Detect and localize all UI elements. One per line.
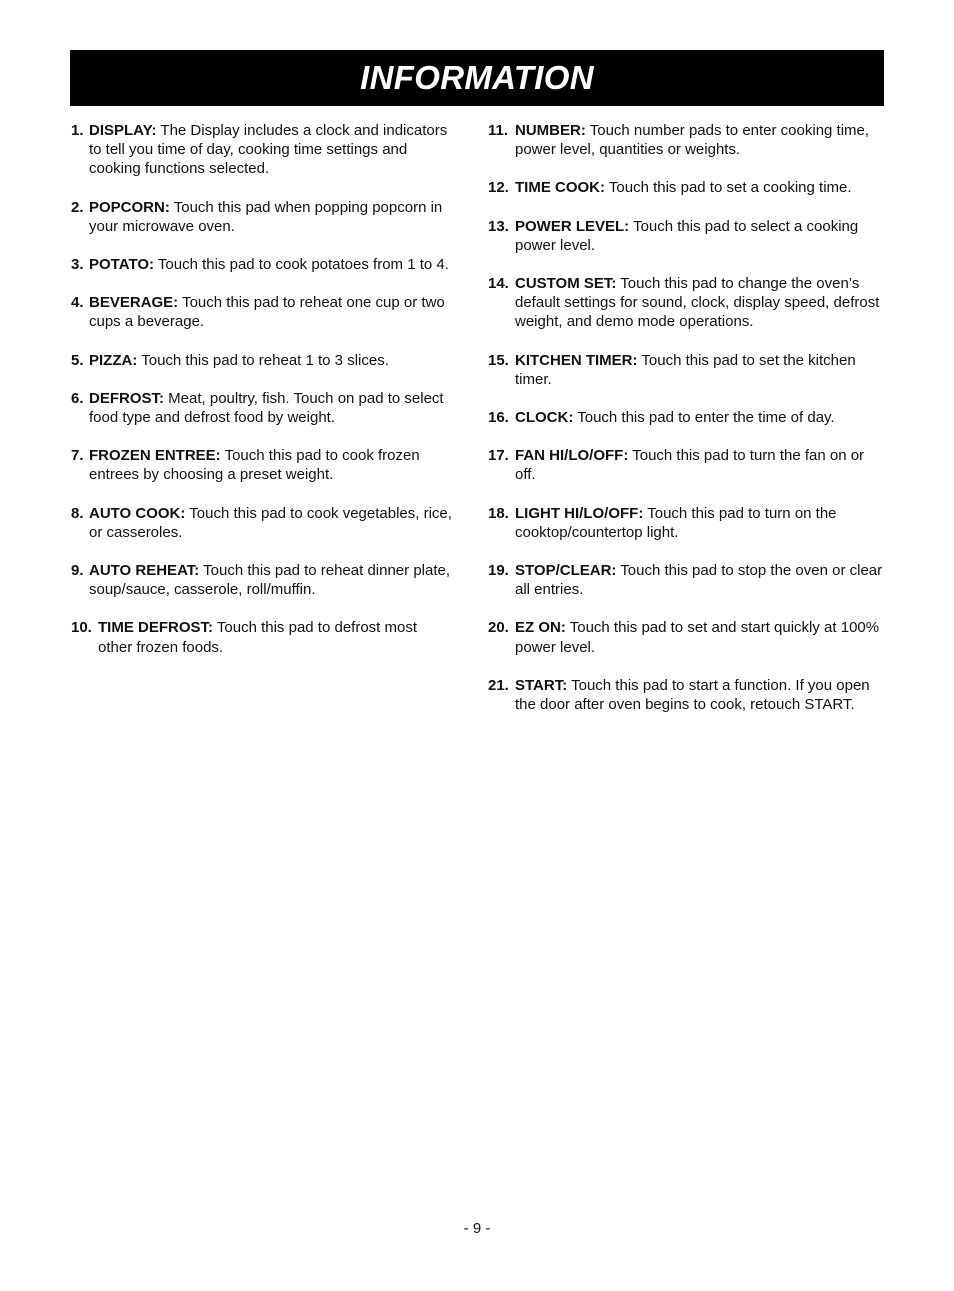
list-item bbox=[488, 561, 886, 599]
item-number: 8. bbox=[71, 504, 84, 522]
item-term: AUTO COOK: bbox=[89, 504, 186, 522]
item-description: Touch this pad to cook potatoes from 1 to 4. bbox=[154, 256, 449, 274]
item-term: PIZZA: bbox=[89, 351, 138, 369]
item-term: CUSTOM SET: bbox=[515, 275, 617, 293]
item-description: Touch number pads to enter cooking time, power level, quantities or weights. bbox=[515, 122, 870, 159]
item-term: LIGHT HI/LO/OFF: bbox=[515, 504, 644, 522]
item-number: 2. bbox=[71, 198, 84, 216]
item-body bbox=[488, 274, 886, 332]
item-number: 19. bbox=[488, 562, 509, 580]
item-body bbox=[488, 408, 886, 427]
item-body bbox=[488, 351, 886, 389]
item-description: Touch this pad to set a cooking time. bbox=[605, 179, 852, 197]
item-number: 5. bbox=[71, 351, 84, 369]
item-description: Touch this pad to reheat 1 to 3 slices. bbox=[137, 351, 389, 369]
list-item bbox=[71, 351, 455, 370]
item-description: Touch this pad to select a cooking power level. bbox=[515, 217, 859, 254]
list-item bbox=[488, 618, 886, 656]
item-body bbox=[71, 446, 455, 484]
item-term: FAN HI/LO/OFF: bbox=[515, 447, 629, 465]
item-number: 11. bbox=[488, 122, 509, 139]
item-description: Touch this pad to set and start quickly at 100% power level. bbox=[515, 619, 880, 656]
item-body bbox=[71, 198, 455, 236]
page-number: - 9 - bbox=[463, 1220, 491, 1237]
item-number: 18. bbox=[488, 504, 509, 522]
item-description: Touch this pad when popping popcorn in your microwave oven. bbox=[89, 198, 443, 235]
item-body bbox=[71, 561, 455, 599]
item-number: 17. bbox=[488, 447, 509, 465]
item-body bbox=[71, 255, 455, 274]
list-item bbox=[71, 389, 455, 427]
item-number: 21. bbox=[488, 676, 509, 694]
item-description: Touch this pad to reheat one cup or two cups a beverage. bbox=[89, 294, 445, 331]
item-description: Touch this pad to start a function. If you open the door after oven begins to cook, retouch START. bbox=[515, 676, 870, 714]
item-body bbox=[488, 121, 886, 159]
item-body bbox=[71, 121, 455, 179]
item-number: 15. bbox=[488, 351, 509, 369]
item-description: Touch this pad to turn the fan on or off. bbox=[515, 447, 865, 484]
item-number: 16. bbox=[488, 409, 509, 427]
list-item bbox=[488, 446, 886, 484]
left-column bbox=[71, 121, 455, 676]
item-term: CLOCK: bbox=[515, 409, 574, 427]
item-body bbox=[488, 504, 886, 542]
list-item bbox=[71, 121, 455, 179]
item-term: NUMBER: bbox=[515, 122, 586, 139]
item-description: Touch this pad to cook frozen entrees by choosing a preset weight. bbox=[89, 447, 420, 484]
item-number: 3. bbox=[71, 256, 84, 274]
list-item bbox=[71, 293, 455, 331]
item-term: DISPLAY: bbox=[89, 122, 157, 139]
item-body bbox=[71, 351, 455, 370]
item-body bbox=[71, 389, 455, 427]
list-item bbox=[488, 178, 886, 197]
item-number: 9. bbox=[71, 562, 84, 580]
list-item bbox=[71, 198, 455, 236]
list-item bbox=[488, 274, 886, 332]
list-item bbox=[488, 351, 886, 389]
item-term: TIME COOK: bbox=[515, 179, 605, 197]
list-item bbox=[488, 408, 886, 427]
item-description: Touch this pad to cook vegetables, rice, or casseroles. bbox=[89, 504, 452, 541]
item-body bbox=[488, 561, 886, 599]
item-body bbox=[488, 446, 886, 484]
item-body bbox=[71, 504, 455, 542]
item-term: BEVERAGE: bbox=[89, 294, 179, 312]
list-item bbox=[71, 561, 455, 599]
list-item bbox=[488, 121, 886, 159]
item-description: The Display includes a clock and indicators to tell you time of day, cooking time settings and cooking functions selected. bbox=[89, 122, 448, 178]
item-term: EZ ON: bbox=[515, 619, 566, 637]
item-number: 12. bbox=[488, 179, 509, 197]
item-body bbox=[488, 178, 886, 197]
item-number: 20. bbox=[488, 619, 509, 637]
item-term: DEFROST: bbox=[89, 389, 164, 407]
item-term: POPCORN: bbox=[89, 198, 170, 216]
right-column bbox=[488, 121, 886, 733]
item-body bbox=[488, 618, 886, 656]
item-number: 10. bbox=[71, 619, 92, 637]
item-term: START: bbox=[515, 676, 568, 694]
item-term: TIME DEFROST: bbox=[98, 619, 213, 637]
item-number: 4. bbox=[71, 294, 84, 312]
item-term: AUTO REHEAT: bbox=[89, 562, 200, 580]
list-item bbox=[71, 618, 455, 656]
item-term: POTATO: bbox=[89, 256, 154, 274]
item-number: 7. bbox=[71, 447, 84, 465]
list-item bbox=[488, 217, 886, 255]
item-term: FROZEN ENTREE: bbox=[89, 447, 221, 465]
item-term: POWER LEVEL: bbox=[515, 217, 630, 235]
item-description: Touch this pad to enter the time of day. bbox=[573, 409, 835, 427]
item-body bbox=[71, 618, 455, 656]
page-title: INFORMATION bbox=[360, 59, 594, 96]
item-description: Touch this pad to reheat dinner plate, soup/sauce, casserole, roll/muffin. bbox=[89, 562, 451, 599]
section-header bbox=[70, 50, 884, 106]
item-body bbox=[71, 293, 455, 331]
item-number: 13. bbox=[488, 217, 509, 235]
item-description: Meat, poultry, fish. Touch on pad to select food type and defrost food by weight. bbox=[89, 389, 444, 427]
item-term: STOP/CLEAR: bbox=[515, 562, 617, 580]
item-description: Touch this pad to defrost most other frozen foods. bbox=[98, 619, 418, 656]
list-item bbox=[488, 504, 886, 542]
item-number: 1. bbox=[71, 122, 84, 139]
list-item bbox=[71, 446, 455, 484]
item-description: Touch this pad to change the oven’s default settings for sound, clock, display speed, defrost weight, and demo mode operations. bbox=[515, 275, 880, 331]
item-body bbox=[488, 676, 886, 714]
list-item bbox=[71, 504, 455, 542]
item-number: 14. bbox=[488, 275, 509, 293]
item-description: Touch this pad to turn on the cooktop/countertop light. bbox=[515, 504, 837, 541]
item-description: Touch this pad to set the kitchen timer. bbox=[515, 351, 856, 388]
item-number: 6. bbox=[71, 389, 84, 407]
item-description: Touch this pad to stop the oven or clear all entries. bbox=[515, 562, 883, 599]
list-item bbox=[71, 255, 455, 274]
item-term: KITCHEN TIMER: bbox=[515, 351, 638, 369]
item-body bbox=[488, 217, 886, 255]
list-item bbox=[488, 676, 886, 714]
